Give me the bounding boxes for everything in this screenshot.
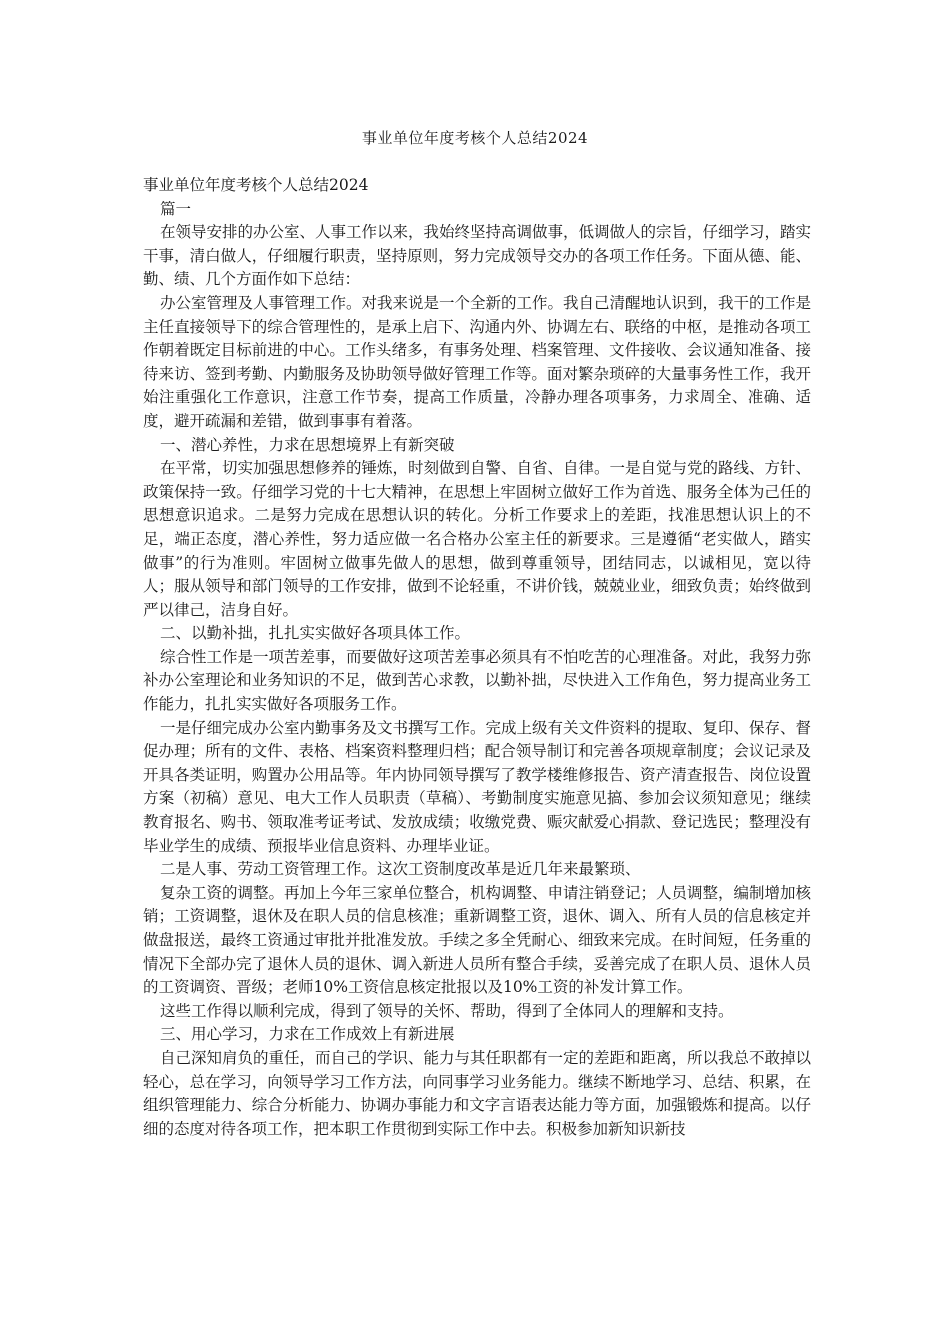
section-heading: 二、以勤补拙，扎扎实实做好各项具体工作。 [160,624,471,643]
document-body [143,174,811,1141]
paragraph: 二是人事、劳动工资管理工作。这次工资制度改革是近几年来最繁琐、 [160,860,641,879]
paragraph: 在领导安排的办公室、人事工作以来，我始终坚持高调做事，低调做人的宗旨，仔细学习，踏实干事，清白做人，仔细履行职责，坚持原则，努力完成领导交办的各项工作任务。下面从德、能、勤、绩、几个方面作如下总结： [143,223,812,289]
paragraph: 这些工作得以顺利完成，得到了领导的关怀、帮助，得到了全体同人的理解和支持。 [160,1001,734,1020]
section-heading: 一、潜心养性，力求在思想境界上有新突破 [160,435,455,454]
paragraph: 办公室管理及人事管理工作。对我来说是一个全新的工作。我自己清醒地认识到，我干的工作是主任直接领导下的综合管理性的，是承上启下、沟通内外、协调左右、联络的中枢，是推动各项工作朝着既定目标前进的中心。工作头绪多，有事务处理、档案管理、文件接收、会议通知准备、接待来访、签到考勤、内勤服务及协助领导做好管理工作等。面对繁杂琐碎的大量事务性工作，我开始注重强化工作意识，注意工作节奏，提高工作质量，冷静办理各项事务，力求周全、准确、适度，避开疏漏和差错，做到事事有着落。 [143,293,812,430]
paragraph: 自己深知肩负的重任，而自己的学识、能力与其任职都有一定的差距和距离，所以我总不敢掉以轻心，总在学习，向领导学习工作方法，向同事学习业务能力。继续不断地学习、总结、积累，在组织管理能力、综合分析能力、协调办事能力和文字言语表达能力等方面，加强锻炼和提高。以仔细的态度对待各项工作，把本职工作贯彻到实际工作中去。积极参加新知识新技 [143,1048,812,1138]
document-title: 事业单位年度考核个人总结2024 [143,176,369,194]
paragraph: 在平常，切实加强思想修养的锤炼，时刻做到自警、自省、自律。一是自觉与党的路线、方针、政策保持一致。仔细学习党的十七大精神，在思想上牢固树立做好工作为首选、服务全体为己任的思想意识追求。二是努力完成在思想认识的转化。分析工作要求上的差距，找准思想认识上的不足，端正态度，潜心养性，努力适应做一名合格办公室主任的新要求。三是遵循“老实做人，踏实做事”的行为准则。牢固树立做事先做人的思想，做到尊重领导，团结同志，以诚相见，宽以待人；服从领导和部门领导的工作安排，做到不论轻重，不讲价钱，兢兢业业，细致负责；始终做到严以律己，洁身自好。 [143,459,812,619]
section-heading: 三、用心学习，力求在工作成效上有新进展 [160,1025,455,1044]
section-label: 篇一 [160,199,192,218]
page-header-title: 事业单位年度考核个人总结2024 [361,129,589,147]
paragraph: 复杂工资的调整。再加上今年三家单位整合，机构调整、申请注销登记；人员调整，编制增加核销；工资调整，退休及在职人员的信息核准；重新调整工资，退休、调入、所有人员的信息核定并做盘报送，最终工资通过审批并批准发放。手续之多全凭耐心、细致来完成。在时间短，任务重的情况下全部办完了退休人员的退休、调入新进人员所有整合手续，妥善完成了在职人员、退休人员的工资调资、晋级；老师10%工资信息核定批报以及10%工资的补发计算工作。 [143,883,812,997]
paragraph: 综合性工作是一项苦差事，而要做好这项苦差事必须具有不怕吃苦的心理准备。对此，我努力弥补办公室理论和业务知识的不足，做到苦心求教，以勤补拙，尽快进入工作角色，努力提高业务工作能力，扎扎实实做好各项服务工作。 [143,647,812,714]
paragraph: 一是仔细完成办公室内勤事务及文书撰写工作。完成上级有关文件资料的提取、复印、保存、督促办理；所有的文件、表格、档案资料整理归档；配合领导制订和完善各项规章制度；会议记录及开具各类证明，购置办公用品等。年内协同领导撰写了教学楼维修报告、资产清查报告、岗位设置方案（初稿）意见、电大工作人员职责（草稿）、考勤制度实施意见搞、参加会议须知意见；继续教育报名、购书、领取准考证考试、发放成绩；收缴党费、赈灾献爱心捐款、登记选民；整理没有毕业学生的成绩、预报毕业信息资料、办理毕业证。 [143,718,812,855]
